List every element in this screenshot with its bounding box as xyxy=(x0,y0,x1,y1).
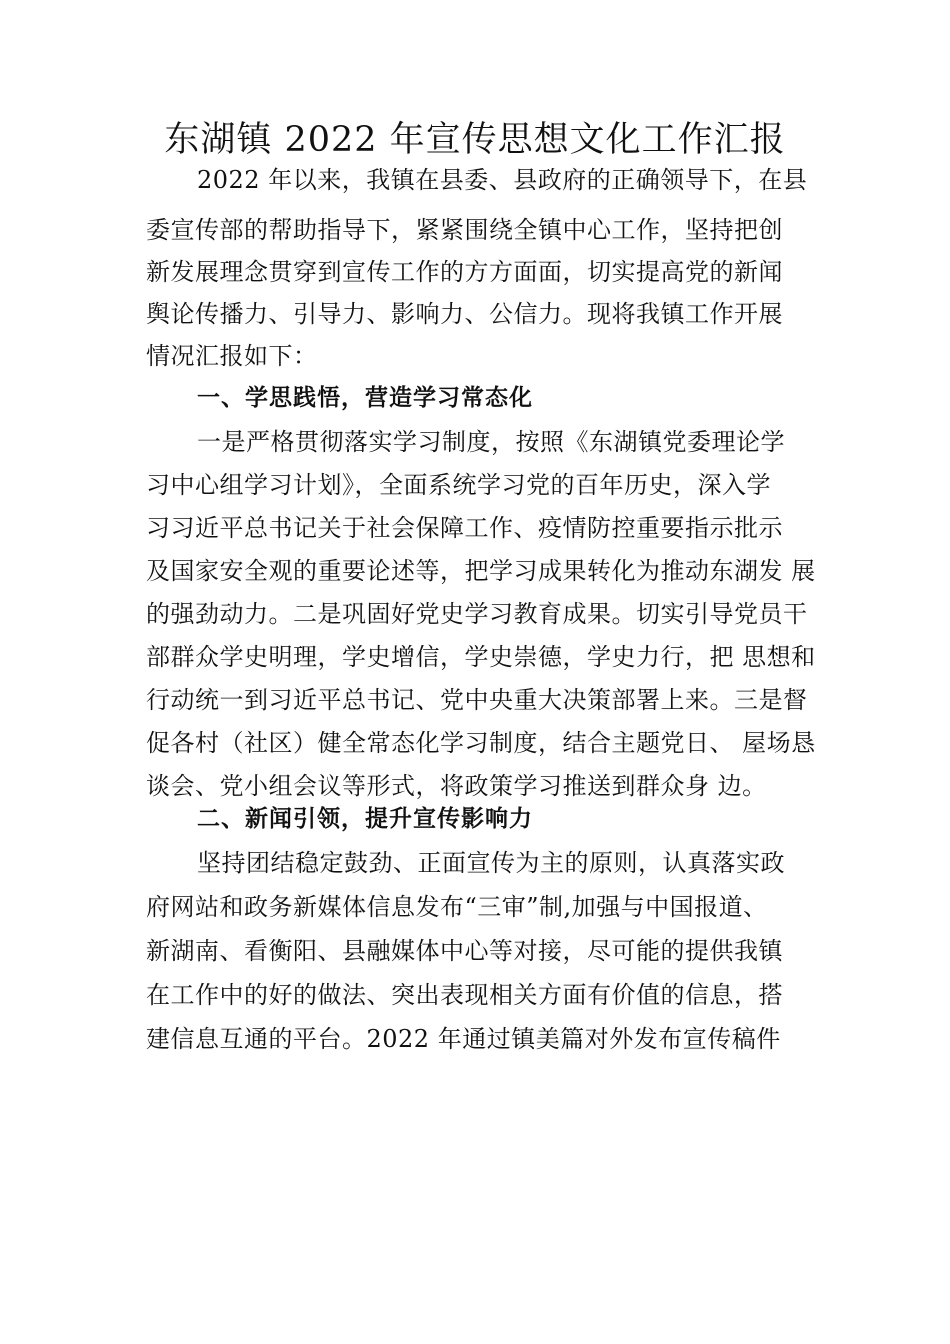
paragraph-line: 2022 年以来，我镇在县委、县政府的正确领导下，在县 xyxy=(197,166,808,194)
document-title: 东湖镇 2022 年宣传思想文化工作汇报 xyxy=(164,120,786,160)
paragraph-line: 部群众学史明理，学史增信，学史崇德，学史力行，把 思想和 xyxy=(146,643,816,671)
paragraph-line: 习习近平总书记关于社会保障工作、疫情防控重要指示批示 xyxy=(146,514,783,542)
section-heading-1: 一、学思践悟，营造学习常态化 xyxy=(197,385,533,411)
paragraph-line: 坚持团结稳定鼓劲、正面宣传为主的原则，认真落实政 xyxy=(197,849,785,877)
paragraph-line: 一是严格贯彻落实学习制度，按照《东湖镇党委理论学 xyxy=(197,428,785,456)
paragraph-line: 行动统一到习近平总书记、党中央重大决策部署上来。三是督 xyxy=(146,686,808,714)
section-heading-2: 二、新闻引领，提升宣传影响力 xyxy=(197,806,533,832)
paragraph-line: 新湖南、看衡阳、县融媒体中心等对接，尽可能的提供我镇 xyxy=(146,937,783,965)
paragraph-line: 促各村（社区）健全常态化学习制度，结合主题党日、 屋场恳 xyxy=(146,729,816,757)
paragraph-line: 舆论传播力、引导力、影响力、公信力。现将我镇工作开展 xyxy=(146,300,783,328)
paragraph-line: 谈会、党小组会议等形式，将政策学习推送到群众身 边。 xyxy=(146,772,767,800)
paragraph-line: 习中心组学习计划》，全面系统学习党的百年历史，深入学 xyxy=(146,471,771,499)
paragraph-line: 情况汇报如下： xyxy=(146,342,318,370)
paragraph-line: 建信息互通的平台。2022 年通过镇美篇对外发布宣传稿件 xyxy=(146,1025,781,1053)
paragraph-line: 新发展理念贯穿到宣传工作的方方面面，切实提高党的新闻 xyxy=(146,258,783,286)
paragraph-line: 委宣传部的帮助指导下，紧紧围绕全镇中心工作，坚持把创 xyxy=(146,216,783,244)
paragraph-line: 在工作中的好的做法、突出表现相关方面有价值的信息，搭 xyxy=(146,981,783,1009)
paragraph-line: 的强劲动力。二是巩固好党史学习教育成果。切实引导党员干 xyxy=(146,600,808,628)
paragraph-line: 及国家安全观的重要论述等，把学习成果转化为推动东湖发 展 xyxy=(146,557,816,585)
paragraph-line: 府网站和政务新媒体信息发布“三审”制,加强与中国报道、 xyxy=(146,893,768,921)
